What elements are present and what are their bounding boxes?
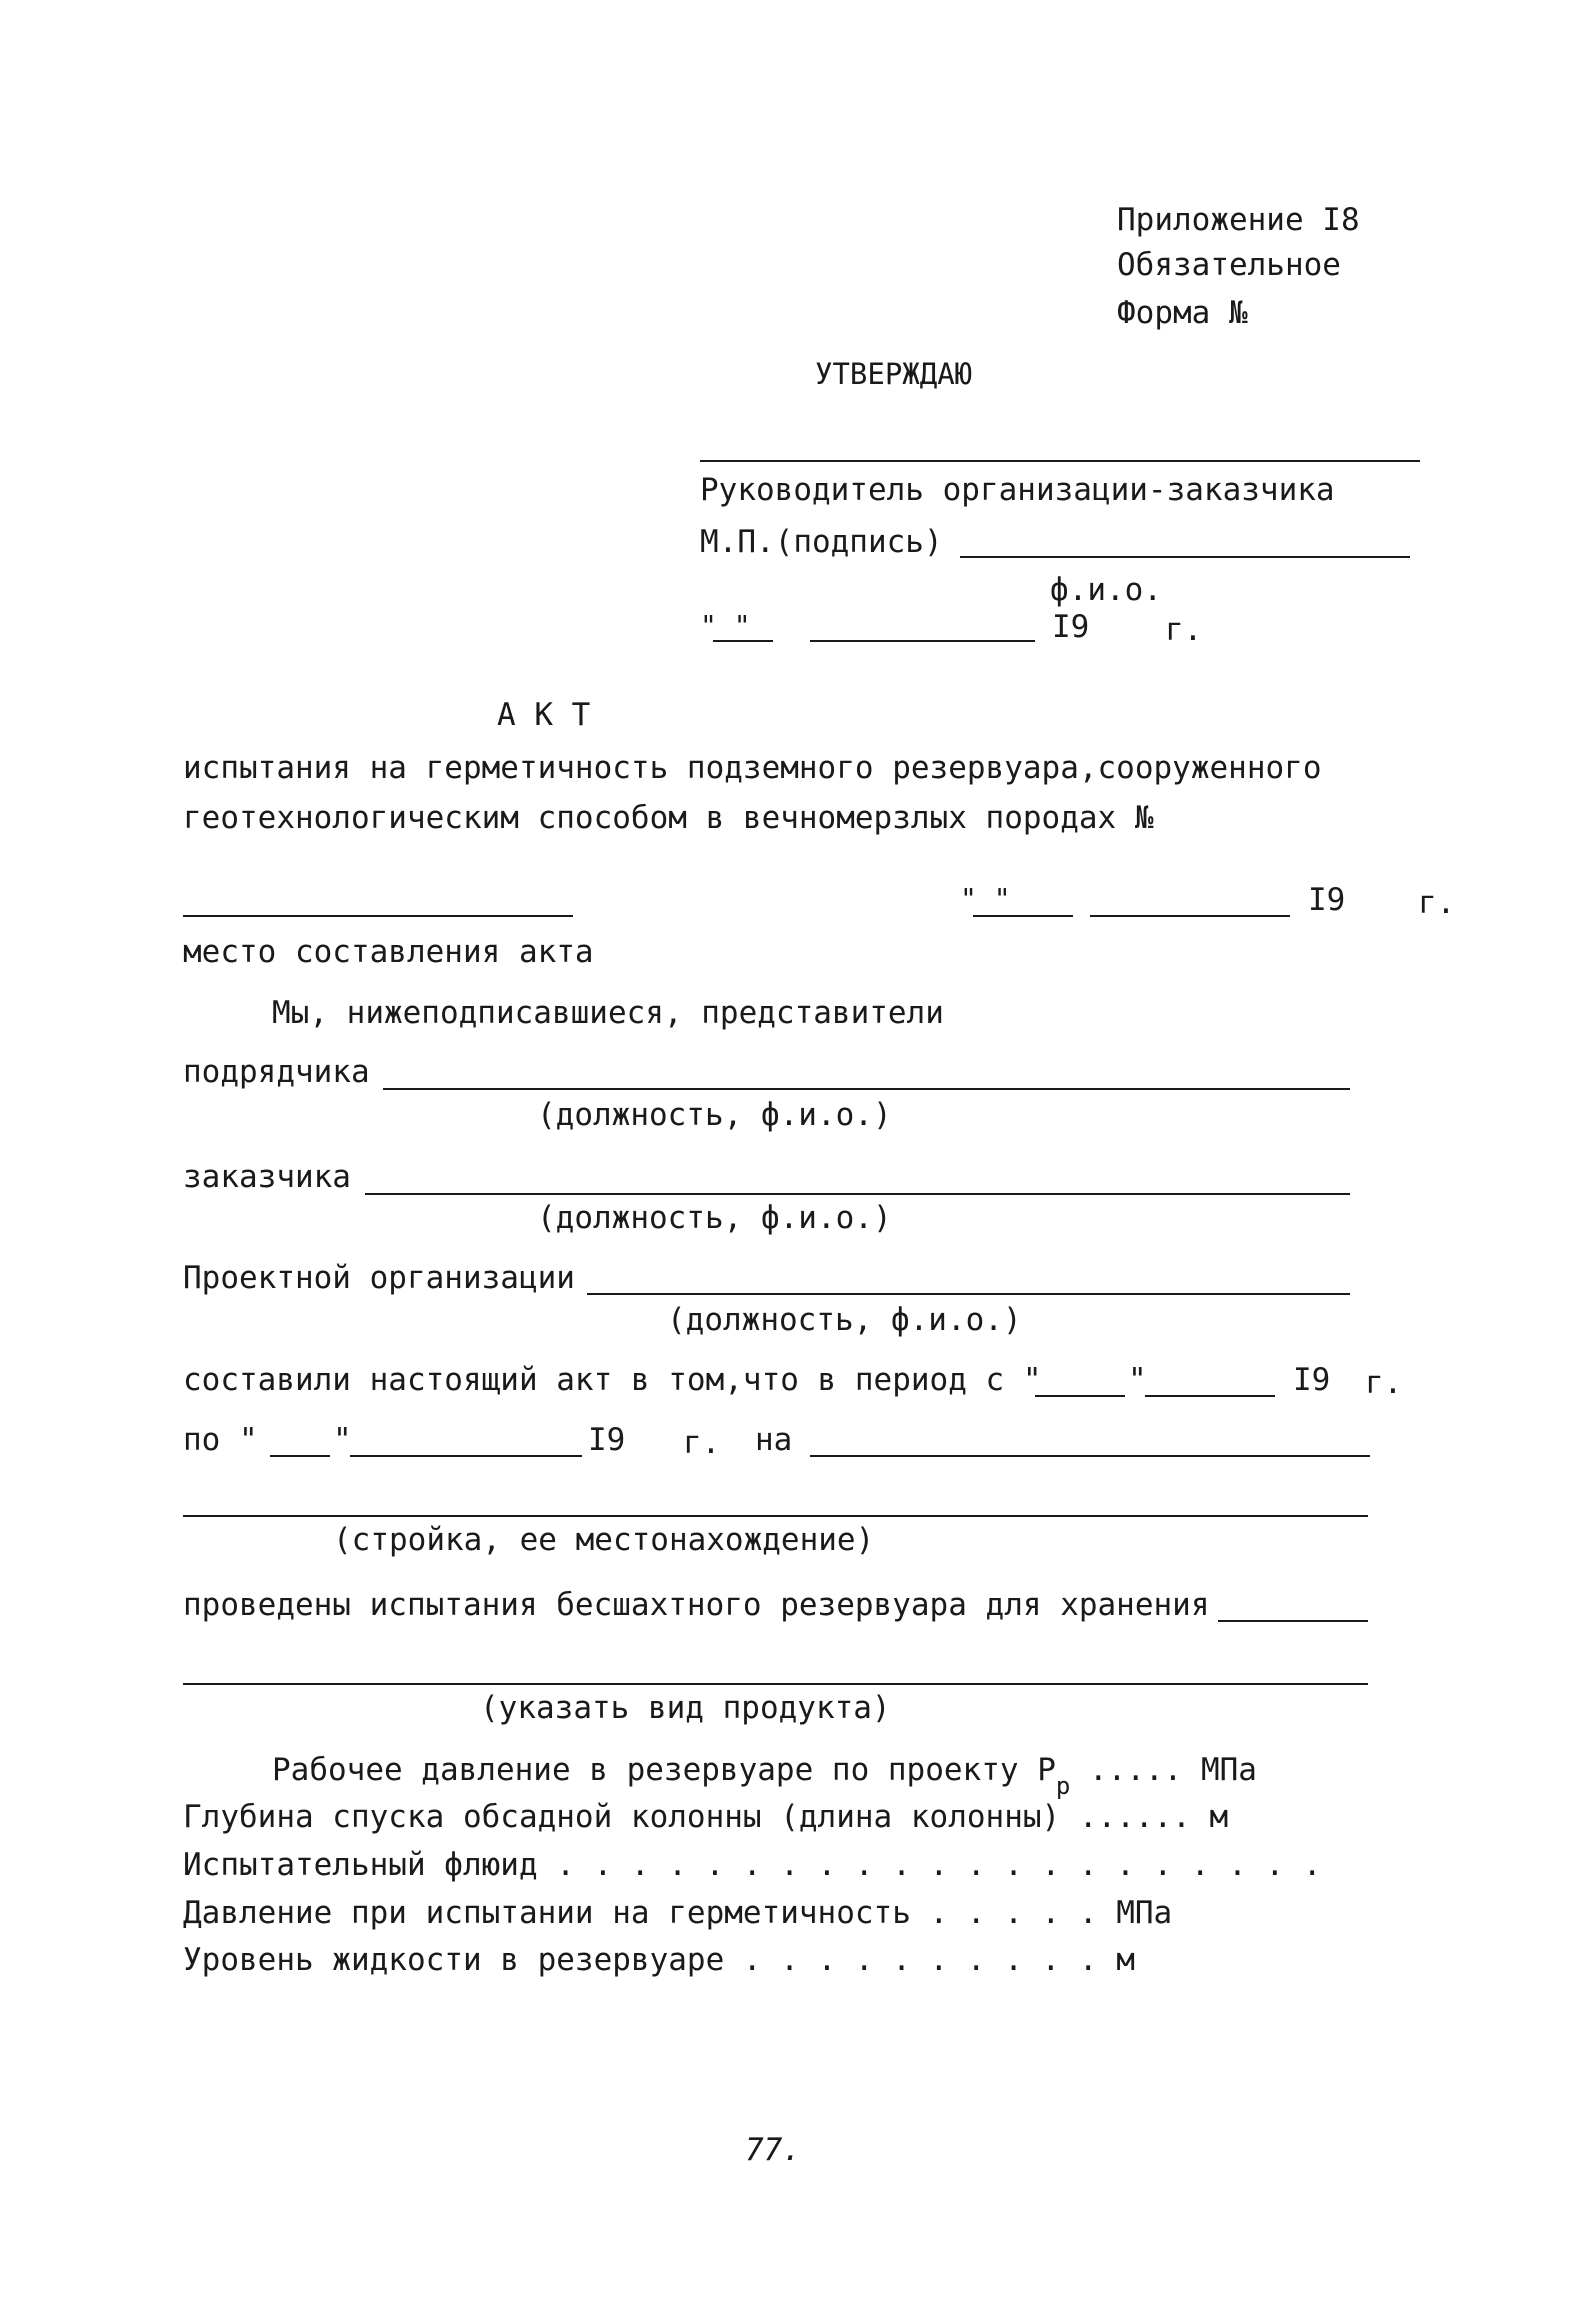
compiled-text: составили настоящий акт в том,что в период с " <box>183 1362 1042 1398</box>
product-line-2 <box>183 1683 1368 1685</box>
page-number: 77. <box>745 2132 801 2168</box>
site-caption: (стройка, ее местонахождение) <box>333 1522 875 1558</box>
approver-name-line <box>700 460 1420 462</box>
customer-position-caption: (должность, ф.и.о.) <box>537 1200 892 1236</box>
place-day-line <box>973 915 1073 917</box>
parameter-row <box>183 1847 1322 1883</box>
mandatory-label: Обязательное <box>1117 247 1341 283</box>
contractor-label: подрядчика <box>183 1054 370 1090</box>
parameter-dots: ..... <box>1070 1752 1201 1788</box>
site-line-1 <box>810 1455 1370 1457</box>
period-to-year-label: I9 <box>588 1422 626 1458</box>
parameter-label: Испытательный флюид <box>183 1847 538 1883</box>
na-label: на <box>755 1422 793 1458</box>
signature-label: М.П.(подпись) <box>700 524 943 560</box>
period-to-quote: " <box>333 1422 352 1458</box>
period-from-year-label: I9 <box>1293 1362 1331 1398</box>
place-g-label: г. <box>1418 885 1456 921</box>
approve-g-label: г. <box>1165 612 1203 648</box>
form-number-label: Форма № <box>1117 295 1248 331</box>
fio-caption: ф.и.о. <box>1050 572 1162 608</box>
parameter-label: Давление при испытании на герметичность <box>183 1895 911 1931</box>
place-date-quote: " " <box>960 882 1011 915</box>
approve-day-line <box>713 640 773 642</box>
act-subtitle-line1: испытания на герметичность подземного резервуара,сооруженного <box>183 750 1322 786</box>
product-line-1 <box>1218 1620 1368 1622</box>
parameter-row <box>183 1942 1135 1978</box>
parameter-unit: м <box>1116 1942 1135 1978</box>
act-subtitle-line2: геотехнологическим способом в вечномерзлых породах № <box>183 800 1154 836</box>
intro-text: Мы, нижеподписавшиеся, представители <box>272 995 944 1031</box>
contractor-position-caption: (должность, ф.и.о.) <box>537 1097 892 1133</box>
parameter-dots: . . . . . . . . . . <box>724 1942 1117 1978</box>
period-to-label: по " <box>183 1422 258 1458</box>
head-role-label: Руководитель организации-заказчика <box>700 472 1335 508</box>
place-year-label: I9 <box>1308 882 1346 918</box>
period-from-quote: " <box>1128 1362 1147 1398</box>
contractor-line <box>383 1088 1350 1090</box>
period-to-month-line <box>350 1455 582 1457</box>
parameter-dots: . . . . . . . . . . . . . . . . . . . . . <box>537 1847 1322 1883</box>
parameter-dots: . . . . . <box>910 1895 1117 1931</box>
parameter-unit: м <box>1209 1799 1229 1835</box>
parameter-subscript: р <box>1055 1772 1071 1800</box>
design-org-line <box>587 1293 1350 1295</box>
parameter-label: Глубина спуска обсадной колонны (длина колонны) <box>183 1799 1061 1835</box>
parameter-row <box>183 1895 1173 1931</box>
parameter-unit: МПа <box>1116 1895 1173 1931</box>
approve-title: УТВЕРЖДАЮ <box>815 357 973 391</box>
design-org-position-caption: (должность, ф.и.о.) <box>667 1302 1022 1338</box>
period-to-day-line <box>270 1455 330 1457</box>
approve-date-quote: " " <box>700 609 751 642</box>
parameter-row <box>183 1799 1229 1835</box>
parameter-label: Рабочее давление в резервуаре по проекту P <box>272 1752 1056 1788</box>
place-caption: место составления акта <box>183 934 594 970</box>
period-from-month-line <box>1145 1395 1275 1397</box>
product-caption: (указать вид продукта) <box>480 1690 891 1726</box>
parameter-dots: ...... <box>1060 1799 1210 1835</box>
parameter-label: Уровень жидкости в резервуаре <box>183 1942 725 1978</box>
tests-text: проведены испытания бесшахтного резервуара для хранения <box>183 1587 1210 1623</box>
customer-label: заказчика <box>183 1159 351 1195</box>
act-title: А К Т <box>497 697 591 733</box>
period-from-day-line <box>1035 1395 1125 1397</box>
approve-year-label: I9 <box>1052 609 1090 645</box>
customer-line <box>365 1193 1350 1195</box>
site-line-2 <box>183 1515 1368 1517</box>
place-month-line <box>1090 915 1290 917</box>
parameter-row <box>272 1752 1257 1800</box>
signature-line <box>960 556 1410 558</box>
place-line <box>183 915 573 917</box>
parameter-unit: МПа <box>1200 1752 1257 1788</box>
approve-month-line <box>810 640 1035 642</box>
appendix-label: Приложение I8 <box>1117 202 1360 238</box>
period-to-g-label: г. <box>683 1425 721 1461</box>
period-from-g-label: г. <box>1365 1365 1403 1401</box>
design-org-label: Проектной организации <box>183 1260 575 1296</box>
